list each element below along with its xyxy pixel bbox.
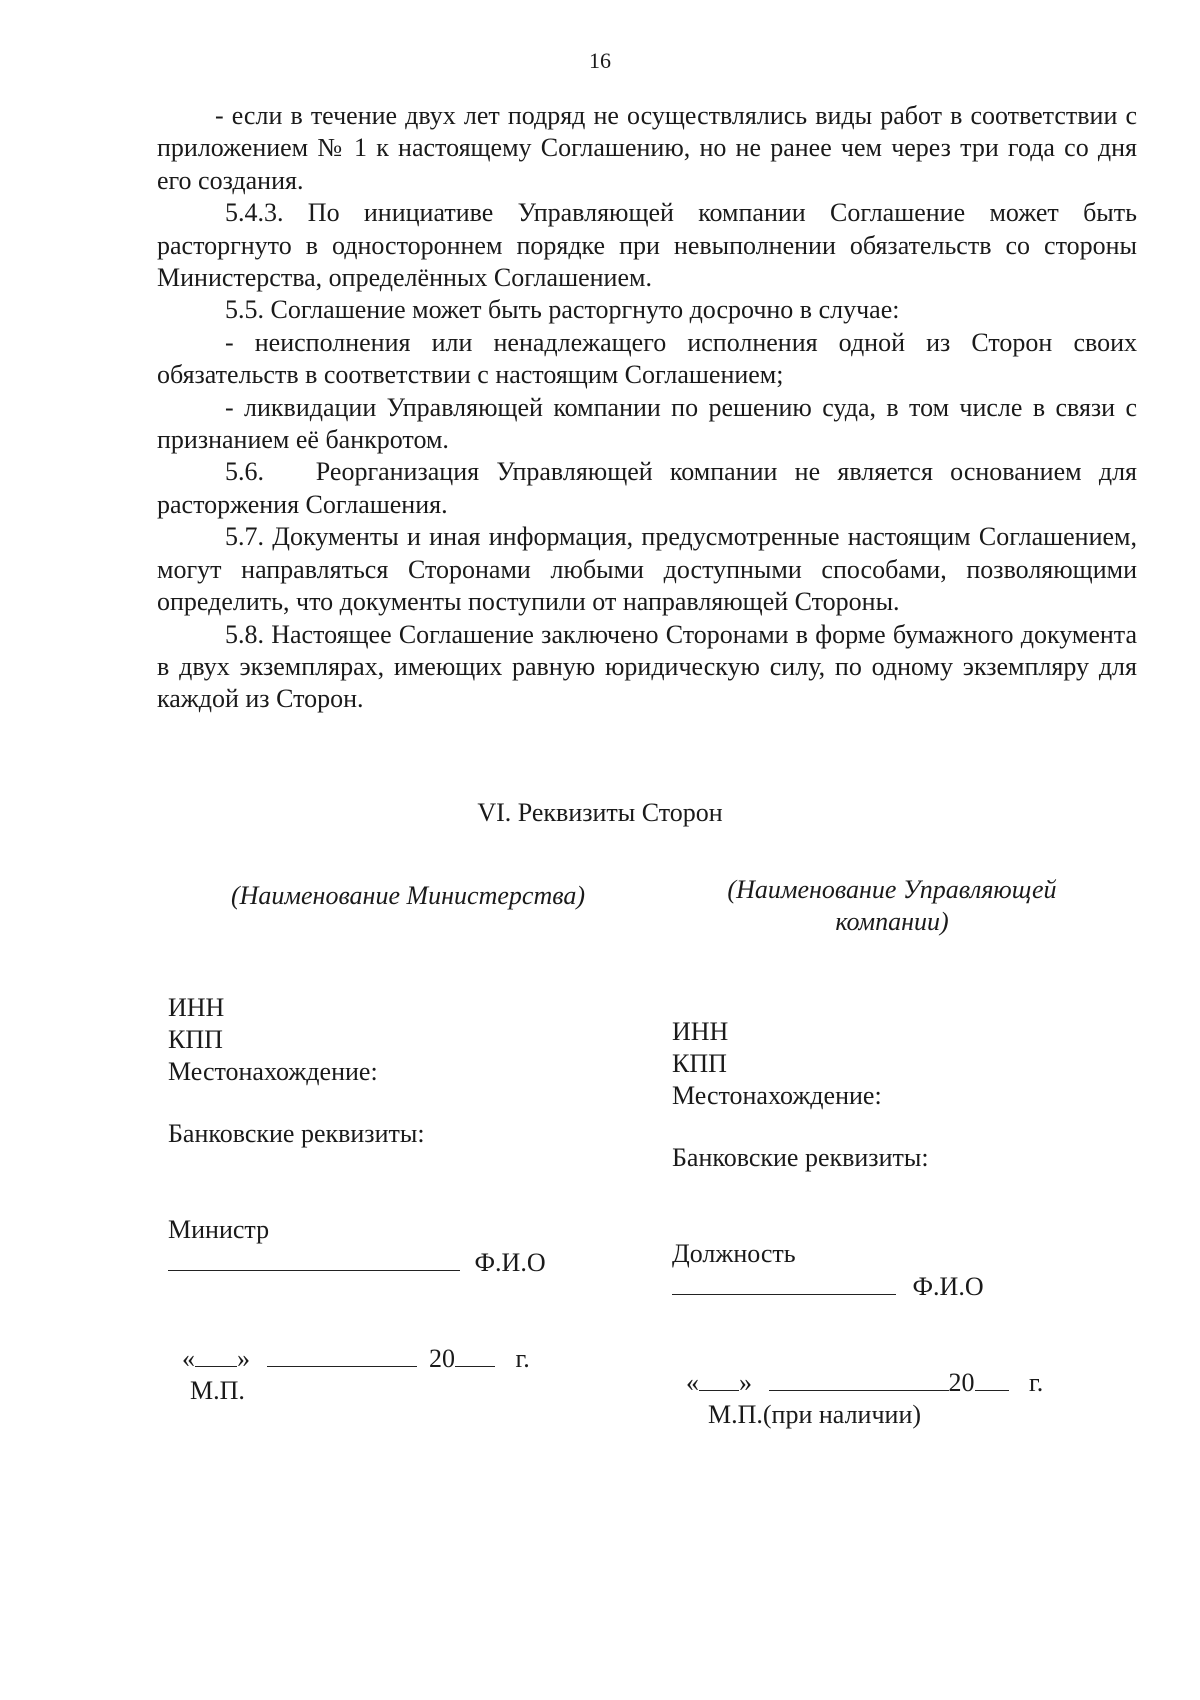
paragraph: 5.7. Документы и иная информация, предусмотренные настоящим Соглашением, могут направляться Сторонами любыми доступными способами, позволяющими определить, что документы поступили от направляющей Стороны.: [157, 522, 1137, 617]
left-location-label: Местонахождение:: [168, 1057, 378, 1086]
left-signature-line: [168, 1246, 460, 1271]
right-year-suffix: г.: [1029, 1368, 1044, 1397]
left-date-row: [182, 1343, 638, 1375]
left-kpp-label: КПП: [168, 1025, 223, 1054]
paragraph: 5.6. Реорганизация Управляющей компании не является основанием для расторжения Соглашения.: [157, 457, 1144, 519]
right-bank-label: Банковские реквизиты:: [672, 1143, 929, 1172]
left-year-blank: [455, 1344, 495, 1367]
paragraph: - если в течение двух лет подряд не осуществлялись виды работ в соответствии с приложением № 1 к настоящему Соглашению, но не ранее чем через три года со дня его создания.: [157, 101, 1137, 195]
paragraph: 5.8. Настоящее Соглашение заключено Сторонами в форме бумажного документа в двух экземплярах, имеющих равную юридическую силу, по одному экземпляру для каждой из Сторон.: [157, 619, 1137, 714]
paragraph: 5.5. Соглашение может быть расторгнуто досрочно в случае:: [225, 295, 900, 325]
right-position-label: Должность: [672, 1239, 796, 1268]
left-signature-row: [168, 1246, 638, 1279]
right-quote-open: «: [686, 1368, 699, 1397]
right-year-blank: [975, 1368, 1009, 1391]
paragraph: - неисполнения или ненадлежащего исполнения одной из Сторон своих обязательств в соответствии с настоящим Соглашением;: [157, 327, 1137, 390]
left-position-label: Министр: [168, 1215, 270, 1244]
left-quote-open: «: [182, 1344, 195, 1373]
right-location-label: Местонахождение:: [672, 1081, 882, 1110]
left-day-blank: [195, 1344, 237, 1367]
left-month-blank: [267, 1344, 417, 1367]
left-fio-label: Ф.И.О: [474, 1248, 546, 1277]
right-year-prefix: 20: [948, 1368, 975, 1397]
right-date-row: [686, 1367, 1142, 1399]
right-signature-row: [672, 1270, 1142, 1303]
right-quote-close: »: [739, 1368, 752, 1397]
left-quote-close: »: [237, 1344, 250, 1373]
right-kpp-label: КПП: [672, 1049, 727, 1078]
left-year-suffix: г.: [515, 1344, 530, 1373]
right-inn-label: ИНН: [672, 1017, 729, 1046]
left-bank-label: Банковские реквизиты:: [168, 1119, 425, 1148]
document-body: [157, 100, 1144, 716]
right-stamp-label: М.П.(при наличии): [708, 1400, 922, 1429]
right-fio-label: Ф.И.О: [912, 1272, 984, 1301]
right-day-blank: [699, 1368, 739, 1391]
left-party-requisites: [168, 880, 638, 1407]
right-month-blank: [769, 1368, 949, 1391]
left-party-name: (Наименование Министерства): [230, 881, 585, 910]
paragraph: - ликвидации Управляющей компании по решению суда, в том числе в связи с признанием её банкротом.: [157, 392, 1137, 455]
right-signature-line: [672, 1270, 896, 1295]
left-stamp-label: М.П.: [190, 1376, 245, 1405]
page-number: 16: [589, 48, 611, 73]
right-party-name: (Наименование Управляющей компании): [727, 875, 1057, 936]
paragraph: 5.4.3. По инициативе Управляющей компании Соглашение может быть расторгнуто в одностороннем порядке при невыполнении обязательств со стороны Министерства, определённых Соглашением.: [157, 198, 1137, 293]
right-party-requisites: [672, 874, 1142, 1431]
left-year-prefix: 20: [429, 1344, 455, 1373]
section-title: VI. Реквизиты Сторон: [477, 798, 723, 827]
left-inn-label: ИНН: [168, 993, 225, 1022]
